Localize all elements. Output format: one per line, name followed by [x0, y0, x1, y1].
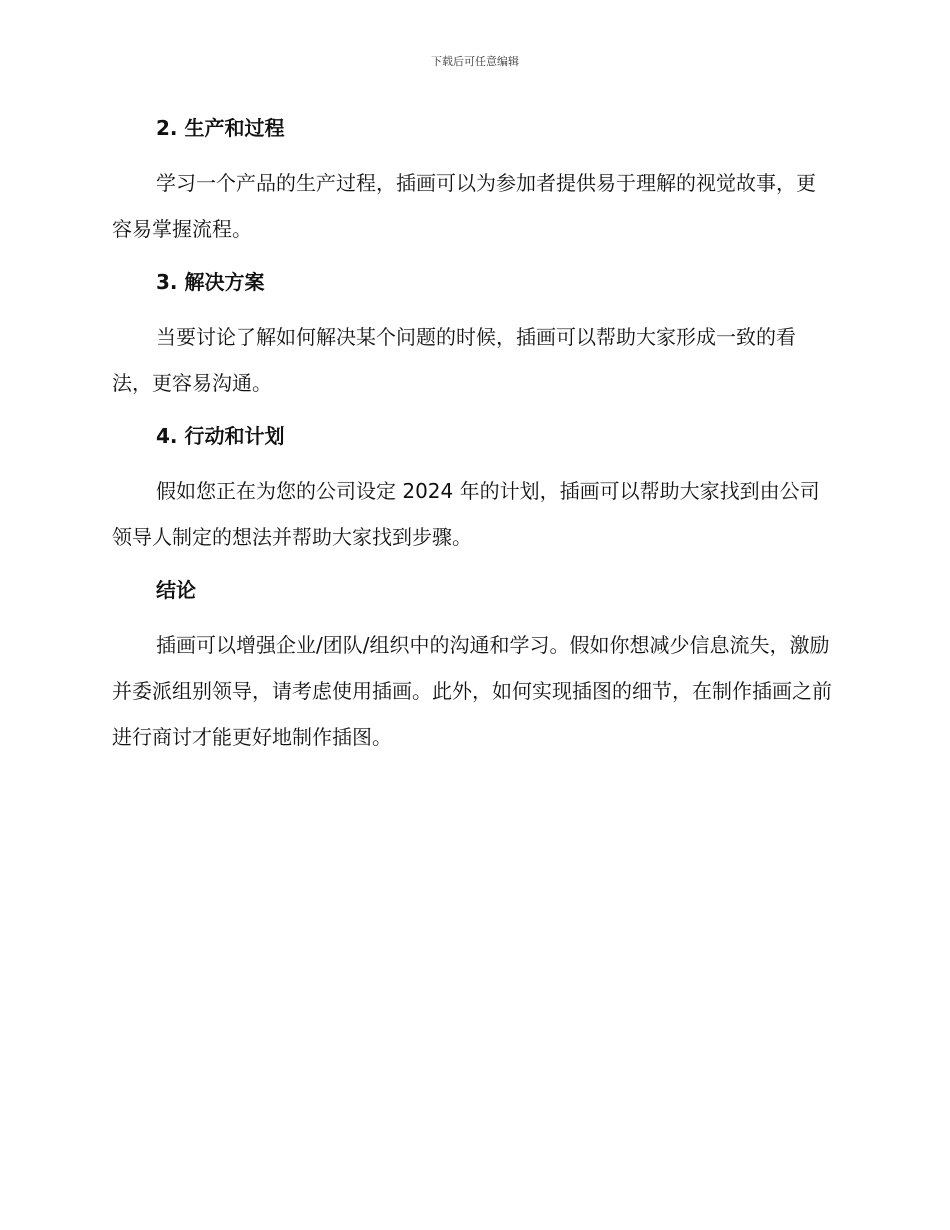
section-paragraph: 插画可以增强企业/团队/组织中的沟通和学习。假如你想减少信息流失，激励并委派组别领导，请考虑使用插画。此外，如何实现插图的细节，在制作插画之前进行商讨才能更好地制作插图。 — [112, 633, 832, 749]
section-heading: 2. 生产和过程 — [156, 116, 285, 140]
section-conclusion — [112, 570, 834, 760]
section-solution — [112, 262, 834, 416]
section-heading: 3. 解决方案 — [156, 270, 265, 294]
section-paragraph: 当要讨论了解如何解决某个问题的时候，插画可以帮助大家形成一致的看法，更容易沟通。 — [112, 325, 796, 395]
page-header-note: 下载后可任意编辑 — [431, 55, 519, 68]
section-paragraph: 假如您正在为您的公司设定 2024 年的计划，插画可以帮助大家找到由公司领导人制定的想法并帮助大家找到步骤。 — [112, 479, 820, 549]
section-heading: 4. 行动和计划 — [156, 424, 285, 448]
section-production-process — [112, 108, 834, 262]
section-heading: 结论 — [156, 578, 196, 602]
document-body — [112, 108, 834, 760]
section-action-plan — [112, 416, 834, 570]
section-paragraph: 学习一个产品的生产过程，插画可以为参加者提供易于理解的视觉故事，更容易掌握流程。 — [112, 171, 816, 241]
